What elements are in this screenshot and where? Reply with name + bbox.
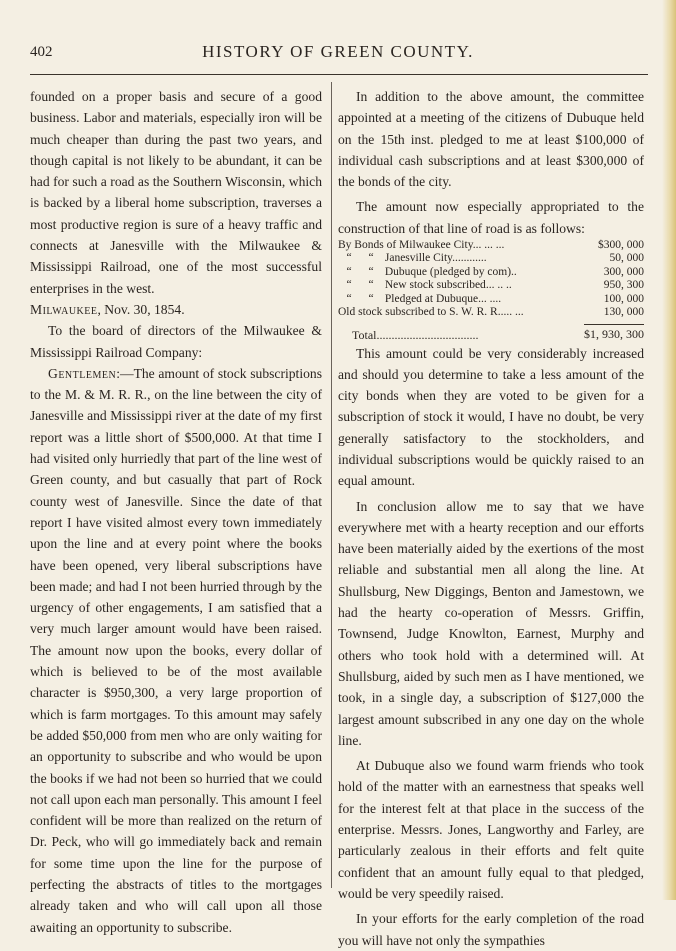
ditto-mark: “ — [346, 252, 352, 265]
right-paragraph: At Dubuque also we found warm friends who took hold of the matter with an earnestness that speaks well for the interest felt at that place in the success of the enterprise. Messrs. Jones, Langworthy and Farley, are particularly zealous in their efforts and felt quite confident that an amount fully equal to that pledged, would be very speedily raised. — [338, 758, 644, 901]
right-paragraph: The amount now especially appropriated to the construction of that line of road is as follows: — [338, 199, 644, 236]
left-paragraph — [30, 363, 322, 938]
running-head: HISTORY OF GREEN COUNTY. — [202, 42, 474, 61]
left-column — [30, 86, 322, 938]
dateline — [30, 299, 322, 320]
right-paragraph: In your efforts for the early completion of the road you will have not only the sympathies — [338, 911, 644, 948]
bond-leader: ..... ... — [497, 306, 524, 319]
bond-leader: ... ... ... — [472, 239, 505, 252]
bond-label: Pledged at Dubuque — [384, 292, 479, 305]
page-edge — [662, 0, 676, 900]
page-number: 402 — [30, 44, 53, 60]
bond-table — [338, 239, 644, 319]
bond-row — [338, 279, 644, 292]
bond-leader: ... .... — [478, 292, 502, 305]
bond-label: By Bonds of Milwaukee City — [338, 239, 473, 252]
bond-amount: 950, 300 — [603, 279, 644, 292]
ditto-mark: “ — [346, 265, 352, 278]
ditto-mark: “ — [368, 252, 374, 265]
column-divider — [331, 82, 332, 888]
gentlemen-word: Gentlemen — [48, 365, 117, 381]
ditto-mark: “ — [368, 265, 374, 278]
bond-row — [338, 266, 644, 279]
bond-label: Dubuque (pledged by com) — [384, 265, 512, 278]
bond-row — [338, 293, 644, 306]
bond-row — [338, 239, 644, 252]
right-paragraph: This amount could be very considerably increased and should you determine to take a less amount of the city bonds when they are voted to be given for a subscription of stock it would, I have no doubt, be very generally satisfactory to the stockholders, and individual subscriptions would be quickly raised to an equal amount. — [338, 345, 644, 489]
ditto-mark: “ — [346, 292, 352, 305]
salutation: To the board of directors of the Milwaukee & Mississippi Railroad Company: — [30, 323, 322, 360]
bond-amount: 130, 000 — [603, 306, 644, 319]
bond-leader: ............ — [452, 252, 487, 265]
bond-label: New stock subscribed — [384, 279, 486, 292]
bond-amount: 100, 000 — [603, 292, 644, 305]
dateline-date: , Nov. 30, 1854. — [97, 301, 185, 317]
left-paragraph: founded on a proper basis and secure of a good business. Labor and materials, especially iron will be much cheaper than during the past two years, and though capital is not likely to be abundant, it can be had for such a road as the Southern Wisconsin, which is backed by a liberal home subscription, traverses a most productive region is sure of a heavy traffic and connects at Janesville with the Milwaukee & Mississippi Railroad, one of the most successful enterprises in the west. — [30, 89, 322, 296]
bond-amount: 50, 000 — [609, 252, 644, 265]
total-amount: $1, 930, 300 — [584, 324, 644, 343]
bond-label: Janesville City — [384, 252, 453, 265]
dateline-place: Milwaukee — [30, 301, 98, 317]
ditto-mark: “ — [368, 292, 374, 305]
right-column — [338, 86, 644, 951]
right-paragraph: In addition to the above amount, the committee appointed at a meeting of the citizens of Dubuque held on the 15th inst. pledged to me at least $100,000 of individual cash subscriptions and at least $300,000 of the bonds of the city. — [338, 89, 644, 190]
total-leader: .................................. — [376, 327, 479, 342]
bond-leader: .. — [511, 265, 517, 278]
bond-leader: ... .. .. — [485, 279, 512, 292]
header-rule — [30, 74, 648, 75]
right-paragraph: In conclusion allow me to say that we have everywhere met with a hearty reception and our efforts have been materially aided by the exertions of the most reliable and substantial men all along the line. At Shullsburg, New Diggings, Benton and Jamestown, we had the hearty co-operation of Messrs. Griffin, Townsend, Judge Knowlton, Earnest, Murphy and others who took hold with a determined will. At Shullsburg, aided by such men as I have mentioned, we took, in a single day, a subscription of $127,000 the largest amount subscribed in any one day on the whole line. — [338, 498, 644, 748]
bond-row — [338, 252, 644, 265]
bond-row — [338, 306, 644, 319]
total-label: Total — [352, 327, 377, 342]
bond-amount: $300, 000 — [598, 239, 644, 252]
bond-amount: 300, 000 — [603, 265, 644, 278]
ditto-mark: “ — [368, 279, 374, 292]
total-row — [338, 327, 644, 343]
letter-body: :—The amount of stock subscriptions to the M. & M. R. R., on the line between the city of Janesville and Mississippi river at the date of my first report was a little short of $500,000. At that time I had visited only hurriedly that part of the line west of Green county, and but casually that part of Rock county west of Janesville. Since the date of that report I have visited almost every town immediately upon the line and at every point where the books have been opened, very liberal subscriptions have been made; and had I not been hurried through by the urgency of other engagements, I am satisfied that a very much larger amount would have been raised. The amount now upon the books, every dollar of which is believed to be of the most available character is $950,300, a very large proportion of which is farm mortgages. To this amount may safely be added $50,000 from men who are only waiting for an opportunity to subscribe and who would be upon the books if we had not been so hurried that we could not call upon each man personally. This amount I feel confident will be more than realized on the return of Dr. Peck, who will go immediately back and remain for some time upon the line for the purpose of perfecting the abstracts of titles to the mortgages already taken and who will call upon all those awaiting an opportunity to subscribe. — [30, 365, 322, 935]
bond-label: Old stock subscribed to S. W. R. R — [338, 306, 498, 319]
ditto-mark: “ — [346, 279, 352, 292]
